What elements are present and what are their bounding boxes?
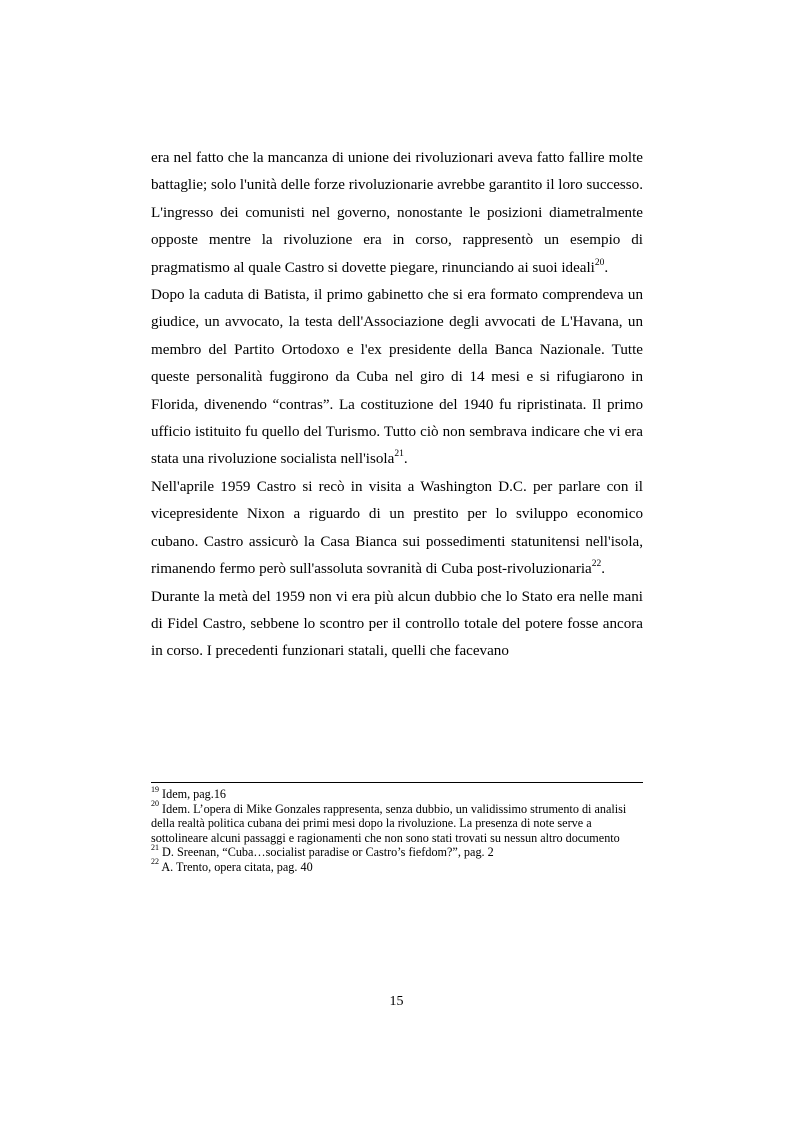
- paragraph-text: era nel fatto che la mancanza di unione dei rivoluzionari aveva fatto fallire molte battaglie; solo l'unità delle forze rivoluzionarie avrebbe garantito il loro successo. L'ingresso dei comunisti nel governo, nonostante le posizioni diametralmente opposte mentre la rivoluzione era in corso, rappresentò un esempio di pragmatismo al quale Castro si dovette piegare, rinunciando ai suoi ideali: [151, 150, 643, 276]
- page-number: 15: [389, 994, 404, 1009]
- footnote-text: A. Trento, opera citata, pag. 40: [161, 859, 313, 874]
- footnote-text: Idem, pag.16: [162, 787, 227, 801]
- paragraph-4: [151, 584, 643, 666]
- paragraph-1: [151, 145, 643, 282]
- body-text: [151, 145, 643, 666]
- footnote-ref-20[interactable]: 20: [594, 257, 605, 268]
- paragraph-tail: .: [604, 259, 609, 276]
- footnote-number: 22: [151, 857, 159, 867]
- footnote-text: D. Sreenan, “Cuba…socialist paradise or Castro’s fiefdom?”, pag. 2: [162, 845, 494, 859]
- paragraph-text: Nell'aprile 1959 Castro si recò in visita a Washington D.C. per parlare con il vicepresidente Nixon a riguardo di un prestito per lo sviluppo economico cubano. Castro assicurò la Casa Bianca sui possedimenti statunitensi nell'isola, rimanendo fermo però sull'assoluta sovranità di Cuba post-rivoluzionaria: [151, 478, 643, 578]
- footnote-number: 19: [151, 784, 159, 794]
- footnote-divider: [151, 782, 643, 783]
- paragraph-3: [151, 474, 643, 584]
- footnote-20: [151, 799, 643, 846]
- footnote-number: 20: [151, 799, 159, 809]
- footnote-ref-21[interactable]: 21: [394, 449, 404, 460]
- footnote-21: [151, 842, 643, 860]
- paragraph-text: Durante la metà del 1959 non vi era più alcun dubbio che lo Stato era nelle mani di Fidel Castro, sebbene lo scontro per il controllo totale del potere fosse ancora in corso. I precedenti funzionari statali, quelli che facevano: [151, 588, 643, 660]
- paragraph-2: [151, 282, 643, 474]
- paragraph-tail: .: [601, 561, 606, 578]
- footnote-text: Idem. L’opera di Mike Gonzales rappresenta, senza dubbio, un validissimo strumento di analisi della realtà politica cubana dei primi mesi dopo la rivoluzione. La presenza di note serve a sottolineare alcuni passaggi e ragionamenti che non sono stati trovati su nessun altro documento: [151, 801, 627, 845]
- paragraph-tail: .: [403, 451, 408, 468]
- footnote-number: 21: [151, 842, 159, 852]
- footnote-19: [151, 784, 643, 802]
- page-body: [151, 145, 643, 666]
- footnote-22: [151, 857, 643, 875]
- footnotes: [151, 784, 643, 874]
- paragraph-text: Dopo la caduta di Batista, il primo gabinetto che si era formato comprendeva un giudice, un avvocato, la testa dell'Associazione degli avvocati de L'Havana, un membro del Partito Ortodoxo e l'ex presidente della Banca Nazionale. Tutte queste personalità fuggirono da Cuba nel giro di 14 mesi e si rifugiarono in Florida, divenendo “contras”. La costituzione del 1940 fu ripristinata. Il primo ufficio istituito fu quello del Turismo. Tutto ciò non sembrava indicare che vi era stata una rivoluzione socialista nell'isola: [151, 287, 643, 468]
- footnote-ref-22[interactable]: 22: [591, 559, 602, 570]
